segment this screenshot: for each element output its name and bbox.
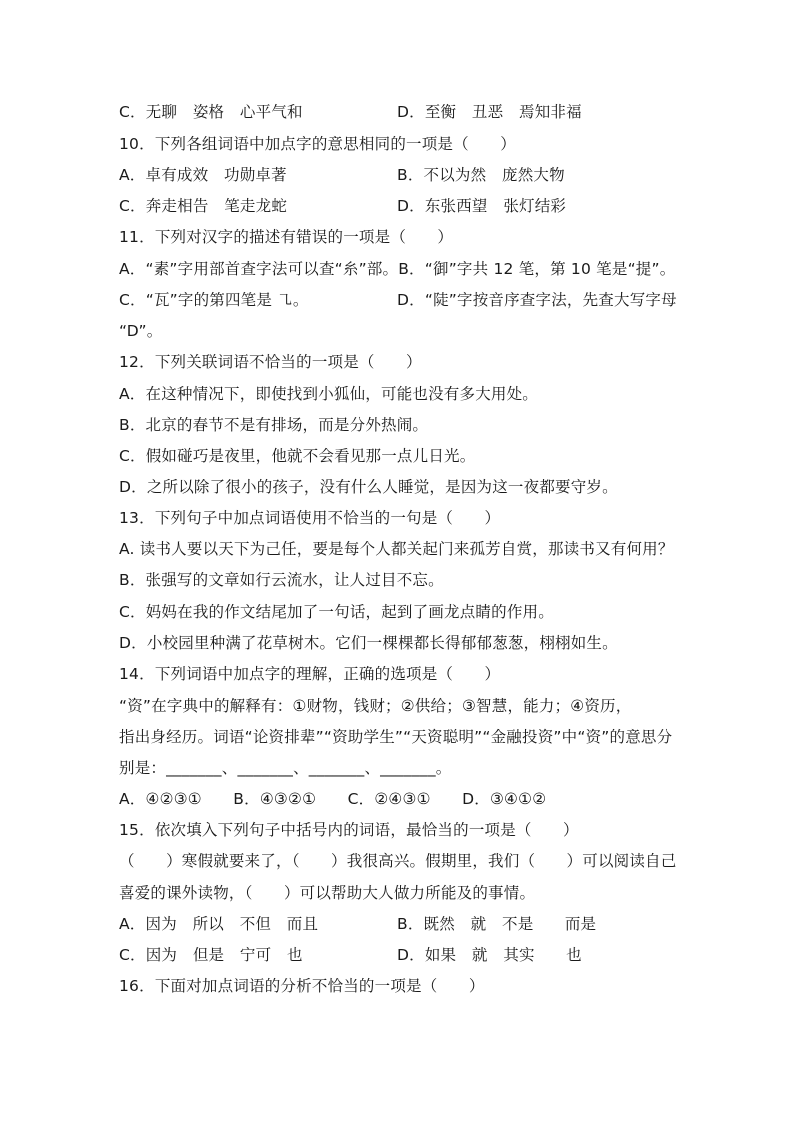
q13-stem: 13．下列句子中加点词语使用不恰当的一句是（ ） bbox=[119, 509, 501, 527]
q13-option-c: C．妈妈在我的作文结尾加了一句话，起到了画龙点睛的作用。 bbox=[119, 603, 554, 621]
q12-option-c: C．假如碰巧是夜里，他就不会看见那一点儿日光。 bbox=[119, 447, 476, 465]
q12-option-d: D．之所以除了很小的孩子，没有什么人睡觉，是因为这一夜都要守岁。 bbox=[119, 478, 618, 496]
q16-stem: 16．下面对加点词语的分析不恰当的一项是（ ） bbox=[119, 977, 485, 995]
q11-options-ab: A．“素”字用部首查字法可以查“糸”部。B．“御”字共 12 笔，第 10 笔是“提”。 bbox=[119, 260, 676, 278]
q15-option-d: D．如果 就 其实 也 bbox=[397, 946, 582, 964]
q15-body-line-1: （ ）寒假就要来了，（ ）我很高兴。假期里，我们（ ）可以阅读自己 bbox=[119, 852, 677, 870]
q9-option-d: D．至衡 丑恶 焉知非福 bbox=[397, 103, 582, 121]
q11-option-c: C．“瓦”字的第四笔是 ㇈。 bbox=[119, 291, 309, 309]
q14-body-line-2: 指出身经历。词语“论资排辈”“资助学生”“天资聪明”“金融投资”中“资”的意思分 bbox=[119, 728, 673, 746]
q15-option-c: C．因为 但是 宁可 也 bbox=[119, 946, 303, 964]
q15-body-line-2: 喜爱的课外读物，（ ）可以帮助大人做力所能及的事情。 bbox=[119, 884, 536, 902]
q15-option-a: A．因为 所以 不但 而且 bbox=[119, 915, 319, 933]
q12-option-a: A．在这种情况下，即使找到小狐仙，可能也没有多大用处。 bbox=[119, 385, 539, 403]
q13-option-d: D．小校园里种满了花草树木。它们一棵棵都长得郁郁葱葱，栩栩如生。 bbox=[119, 634, 618, 652]
q10-option-b: B．不以为然 庞然大物 bbox=[397, 166, 565, 184]
q10-stem: 10．下列各组词语中加点字的意思相同的一项是（ ） bbox=[119, 135, 516, 153]
q11-option-d: D．“陡”字按音序查字法，先查大写字母 bbox=[397, 291, 677, 309]
q9-option-c: C．无聊 姿格 心平气和 bbox=[119, 103, 303, 121]
q10-option-c: C．奔走相告 笔走龙蛇 bbox=[119, 197, 288, 215]
q14-options: A．④②③① B．④③②① C．②④③① D．③④①② bbox=[119, 790, 547, 808]
q12-stem: 12．下列关联词语不恰当的一项是（ ） bbox=[119, 353, 422, 371]
q11-option-d-continued: “D”。 bbox=[119, 322, 163, 340]
q10-option-a: A．卓有成效 功勋卓著 bbox=[119, 166, 287, 184]
q14-body-line-3: 别是：_______、_______、_______、_______。 bbox=[119, 759, 452, 777]
q15-option-b: B．既然 就 不是 而是 bbox=[397, 915, 597, 933]
q13-option-b: B．张强写的文章如行云流水，让人过目不忘。 bbox=[119, 571, 444, 589]
q13-option-a: A. 读书人要以天下为己任，要是每个人都关起门来孤芳自赏，那读书又有何用？ bbox=[119, 540, 674, 558]
q14-body-line-1: “资”在字典中的解释有：①财物，钱财；②供给；③智慧，能力；④资历， bbox=[119, 697, 632, 715]
q12-option-b: B．北京的春节不是有排场，而是分外热闹。 bbox=[119, 416, 429, 434]
q15-stem: 15．依次填入下列句子中括号内的词语，最恰当的一项是（ ） bbox=[119, 821, 579, 839]
q14-stem: 14．下列词语中加点字的理解，正确的选项是（ ） bbox=[119, 665, 501, 683]
q11-stem: 11．下列对汉字的描述有错误的一项是（ ） bbox=[119, 228, 454, 246]
q10-option-d: D．东张西望 张灯结彩 bbox=[397, 197, 567, 215]
